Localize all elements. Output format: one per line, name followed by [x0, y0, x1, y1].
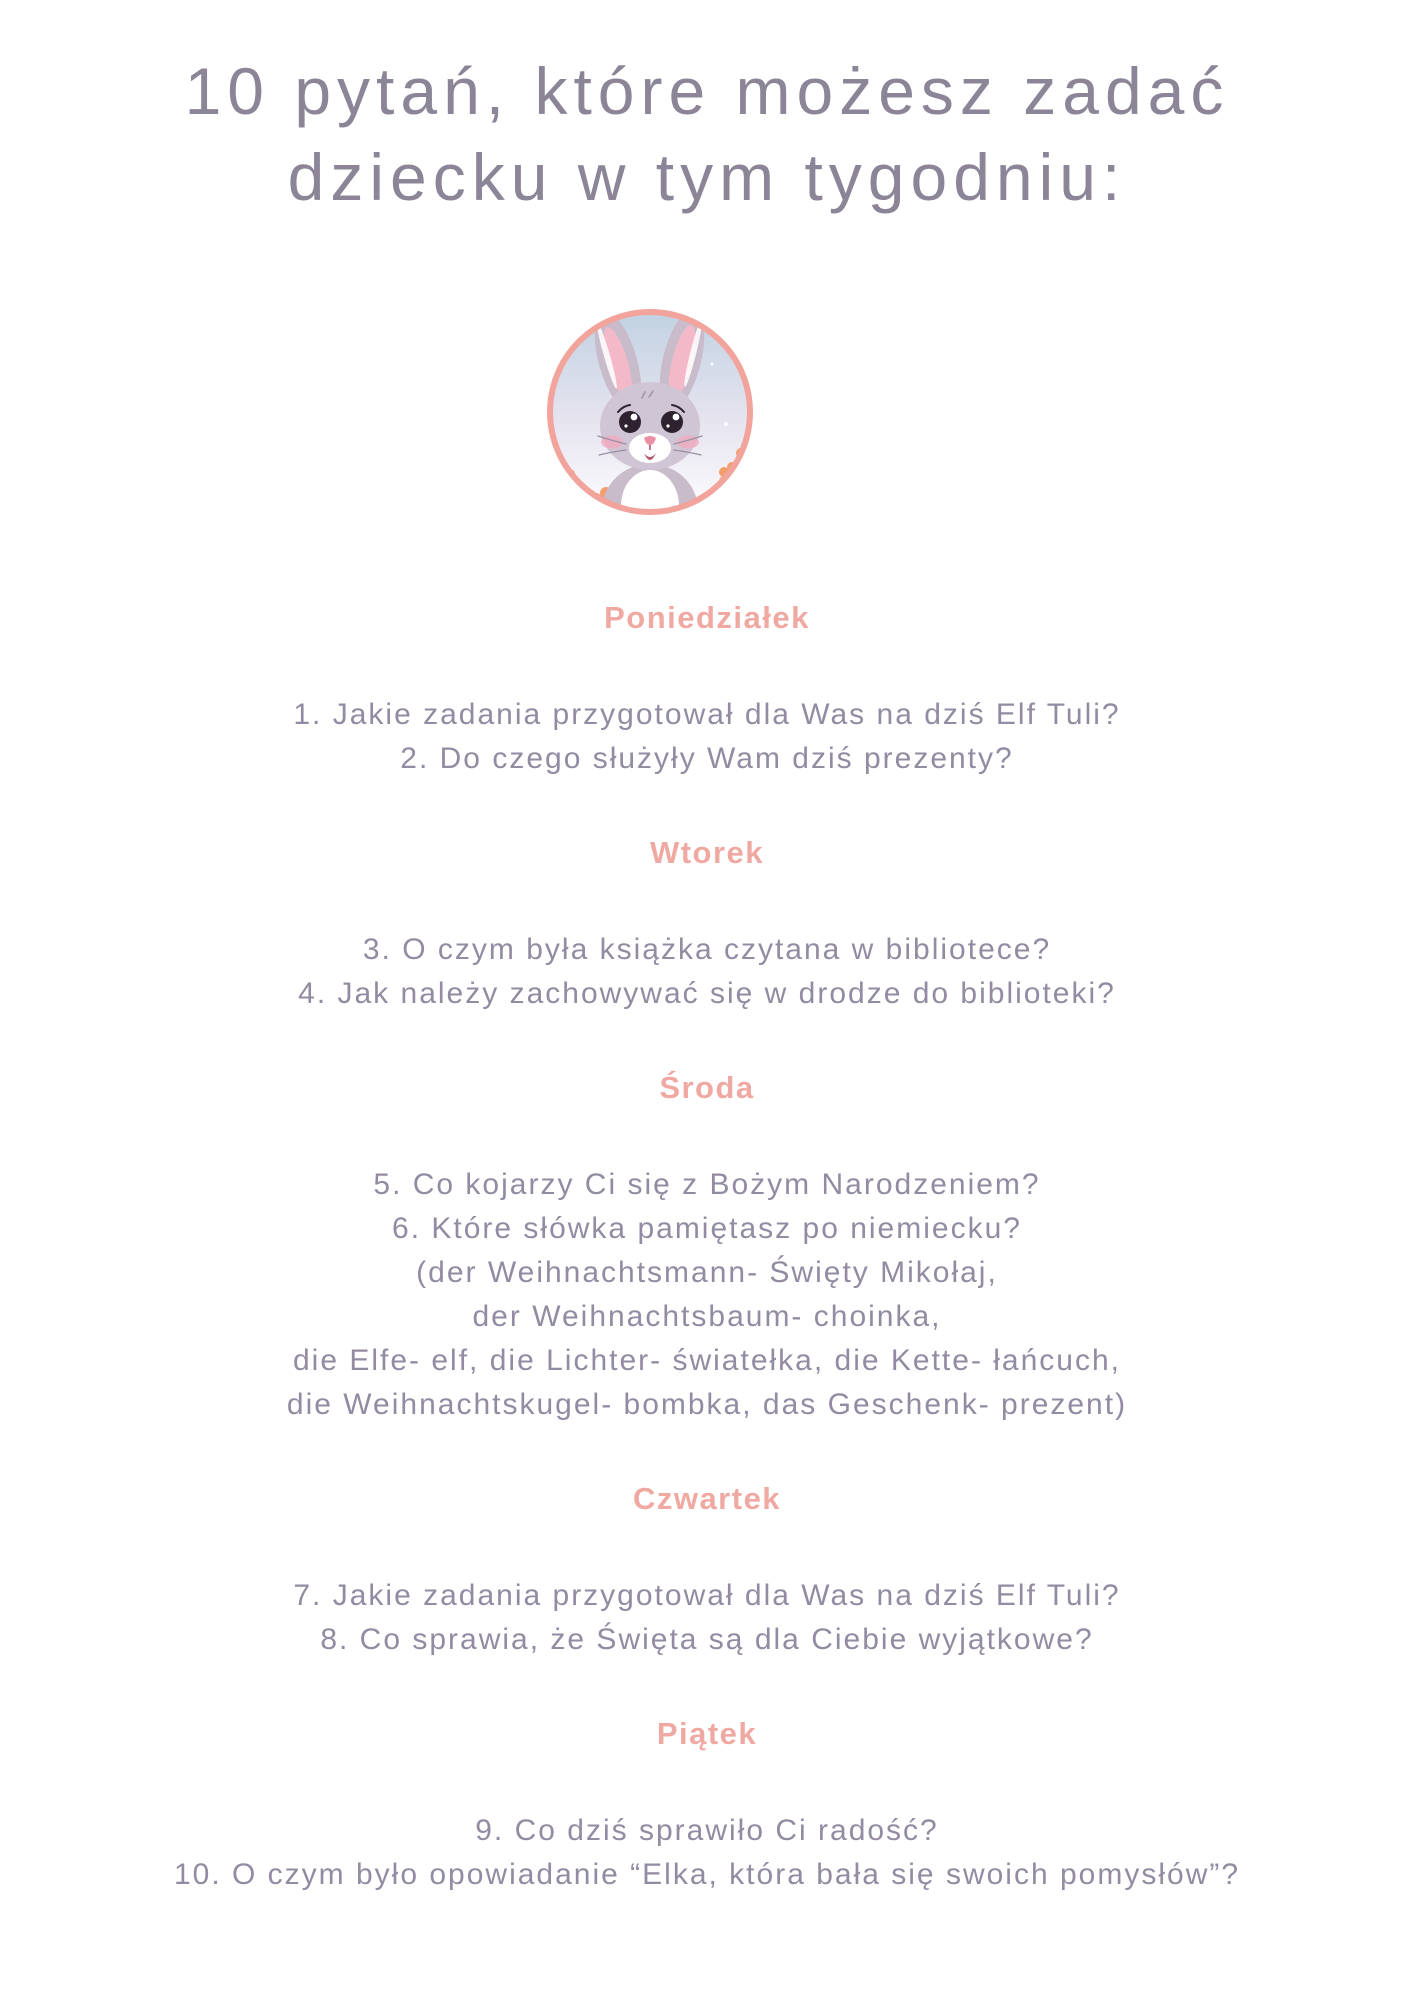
day-heading-sroda: Środa	[659, 1070, 755, 1105]
day-heading-poniedzialek: Poniedziałek	[604, 600, 810, 635]
bunny-illustration	[544, 306, 756, 518]
question-line: 5. Co kojarzy Ci się z Bożym Narodzeniem?	[373, 1168, 1041, 1201]
questions-sroda	[0, 1163, 1414, 1427]
question-line: die Elfe- elf, die Lichter- światełka, die Kette- łańcuch,	[292, 1344, 1122, 1377]
question-line: 4. Jak należy zachowywać się w drodze do biblioteki?	[298, 977, 1116, 1010]
page-title-line-2: dziecku w tym tygodniu:	[287, 140, 1127, 214]
question-line: 1. Jakie zadania przygotował dla Was na dziś Elf Tuli?	[293, 698, 1121, 731]
question-line: 2. Do czego służyły Wam dziś prezenty?	[400, 742, 1014, 775]
day-heading-czwartek: Czwartek	[632, 1481, 782, 1516]
page-title	[0, 48, 1414, 220]
questions-poniedzialek	[0, 693, 1414, 781]
question-line: (der Weihnachtsmann- Święty Mikołaj,	[416, 1256, 998, 1289]
question-line: 9. Co dziś sprawiło Ci radość?	[475, 1814, 939, 1847]
question-line: 7. Jakie zadania przygotował dla Was na dziś Elf Tuli?	[293, 1579, 1121, 1612]
questions-piatek	[0, 1809, 1414, 1897]
question-line: der Weihnachtsbaum- choinka,	[472, 1300, 942, 1333]
bunny-illustration-wrap	[0, 306, 1414, 518]
question-line: 8. Co sprawia, że Święta są dla Ciebie wyjątkowe?	[320, 1623, 1094, 1656]
bunny-icon	[544, 306, 756, 518]
question-line: 3. O czym była książka czytana w bibliotece?	[362, 933, 1052, 966]
question-line: 6. Które słówka pamiętasz po niemiecku?	[392, 1212, 1022, 1245]
questions-czwartek	[0, 1574, 1414, 1662]
questions-wtorek	[0, 928, 1414, 1016]
question-line: 10. O czym było opowiadanie “Elka, która bała się swoich pomysłów”?	[173, 1858, 1241, 1891]
day-heading-piatek: Piątek	[656, 1716, 758, 1751]
page-title-line-1: 10 pytań, które możesz zadać	[184, 54, 1230, 128]
day-heading-wtorek: Wtorek	[649, 835, 765, 870]
question-line: die Weihnachtskugel- bombka, das Geschenk- prezent)	[286, 1388, 1128, 1421]
